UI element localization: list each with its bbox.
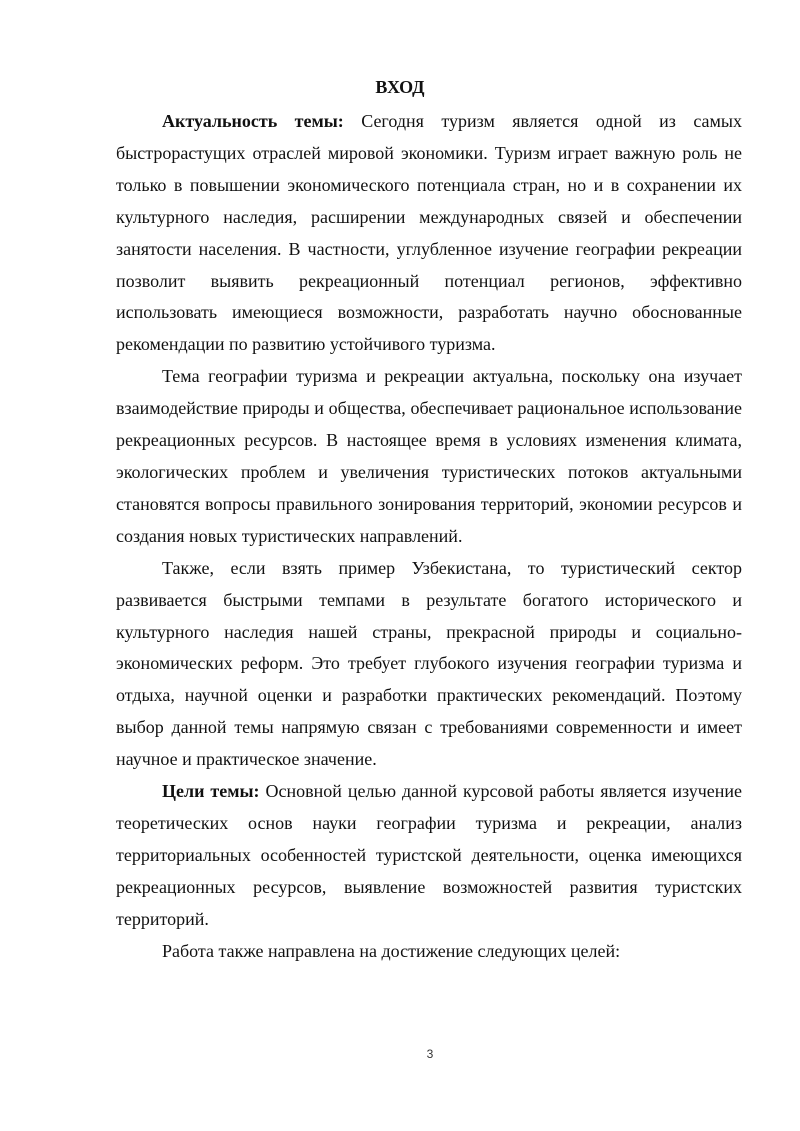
paragraph-text: Тема географии туризма и рекреации актуальна, поскольку она изучает взаимодействие природы и общества, обеспечивает рациональное использование рекреационных ресурсов. В настоящее время в условиях изменения климата, экологических проблем и увеличения туристических потоков актуальными становятся вопросы правильного зонирования территорий, экономии ресурсов и создания новых туристических направлений. [116,366,742,546]
paragraph [116,936,742,968]
paragraph [116,361,742,552]
paragraph-goals [116,776,742,936]
paragraph-text: Также, если взять пример Узбекистана, то туристический сектор развивается быстрыми темпами в результате богатого исторического и культурного наследия нашей страны, прекрасной природы и социально-экономических реформ. Это требует глубокого изучения географии туризма и отдыха, научной оценки и разработки практических рекомендаций. Поэтому выбор данной темы напрямую связан с требованиями современности и имеет научное и практическое значение. [116,557,742,770]
paragraph-text: Сегодня туризм является одной из самых быстрорастущих отраслей мировой экономики. Туризм играет важную роль не только в повышении экономического потенциала стран, но и в сохранении их культурного наследия, расширении международных связей и обеспечении занятости населения. В частности, углубленное изучение географии рекреации позволит выявить рекреационный потенциал регионов, эффективно использовать имеющиеся возможности, разработать научно обоснованные рекомендации по развитию устойчивого туризма. [116,111,743,355]
body-text [116,106,742,967]
paragraph-relevance [116,106,742,361]
page-title: ВХОД [375,77,425,97]
page-number: 3 [426,1047,434,1061]
paragraph-text: Основной целью данной курсовой работы является изучение теоретических основ науки географии туризма и рекреации, анализ территориальных особенностей туристской деятельности, оценка имеющихся рекреационных ресурсов, выявление возможностей развития туристских территорий. [116,781,742,929]
paragraph-lead: Актуальность темы: [162,111,344,131]
paragraph-text: Работа также направлена на достижение следующих целей: [162,940,621,961]
paragraph-lead: Цели темы: [162,781,260,802]
paragraph [116,553,742,776]
